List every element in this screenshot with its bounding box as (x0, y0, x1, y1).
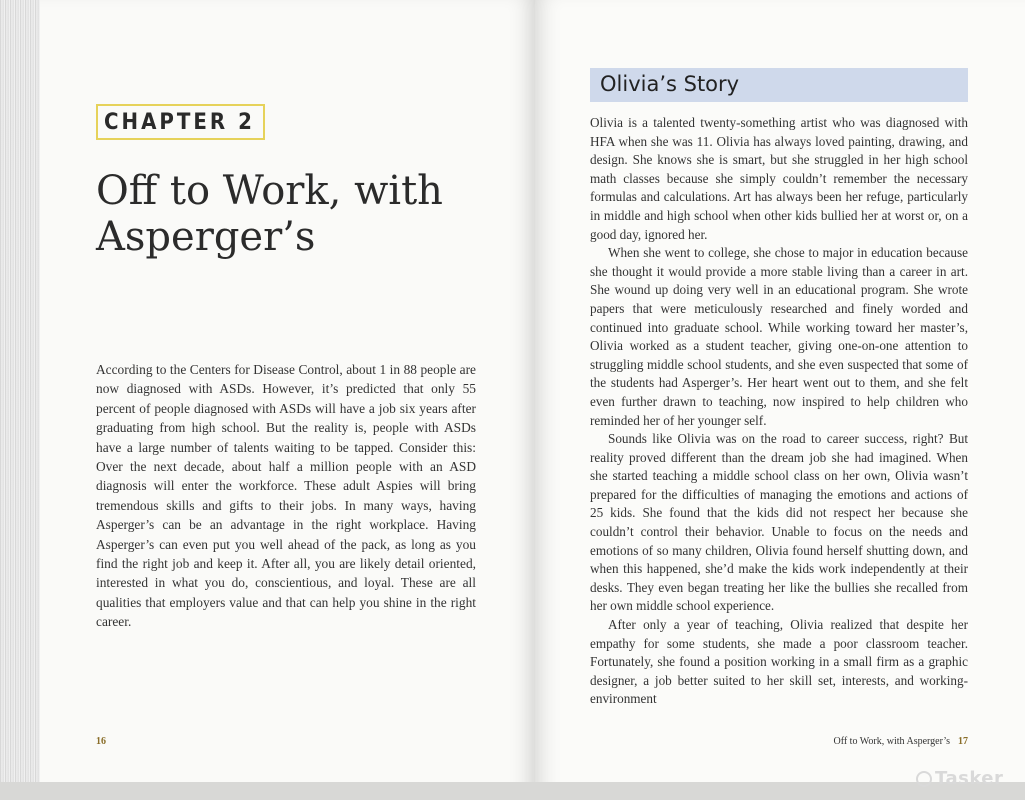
page-number-right: 17 (958, 736, 968, 747)
page-edges (0, 0, 40, 800)
scan-bottom-edge (0, 782, 1025, 800)
running-footer: Off to Work, with Asperger’s (833, 736, 950, 747)
chapter-label: CHAPTER 2 (96, 104, 265, 140)
chapter-title: Off to Work, with Asperger’s (96, 168, 443, 260)
section-heading-box (590, 68, 968, 102)
watermark (916, 768, 1003, 789)
tasker-logo-icon (916, 771, 932, 787)
section-title: Olivia’s Story (600, 72, 740, 96)
story-paragraph: Olivia is a talented twenty-something artist who was diagnosed with HFA when she was 11. Olivia has always loved painting, drawing, and design. She knows she is smart, but she struggled in her high school math classes because she simply couldn’t remember the necessary formulas and calculations. Art has always been her refuge, particularly in middle and high school when other kids bullied her at worst or, on a good day, ignored her. (590, 115, 968, 242)
footer-right (760, 736, 968, 747)
story-paragraph: After only a year of teaching, Olivia realized that despite her empathy for some students, she made a poor classroom teacher. Fortunately, she found a position working in a small firm as a graphic designer, a job better suited to her skill set, interests, and working-environment (590, 617, 968, 707)
story-paragraph: When she went to college, she chose to major in education because she thought it would provide a more stable living than a career in art. She wound up doing very well in an educational program. She wrote papers that were meticulously researched and finely worded and continued into graduate school. While working toward her master’s, Olivia worked as a student teacher, giving one-on-one attention to struggling middle school students, and she even suspected that some of the students had Asperger’s. Her heart went out to them, and she felt even further drawn to teaching, now inspired to help children who reminded her of her younger self. (590, 245, 968, 428)
intro-paragraph: According to the Centers for Disease Control, about 1 in 88 people are now diagnosed with ASDs. However, it’s predicted that only 55 percent of people diagnosed with ASDs will have a job six years after graduating from high school. But the reality is, people with ASDs have a large number of talents waiting to be tapped. Consider this: Over the next decade, about half a million people with an ASD diagnosis will enter the workforce. These adult Aspies will bring tremendous skills and gifts to their jobs. In many ways, having Asperger’s can be an advantage in the right workplace. Having Asperger’s can even put you well ahead of the pack, as long as you find the right job and keep it. After all, you are likely detail oriented, interested in what you do, conscientious, and loyal. These are all qualities that employers value and that can help you shine in the right career. (96, 362, 476, 630)
page-number-left: 16 (96, 736, 106, 747)
watermark-text: Tasker (935, 768, 1004, 789)
story-paragraph: Sounds like Olivia was on the road to career success, right? But reality proved different than the dream job she had imagined. When she started teaching a middle school class on her own, Olivia wasn’t prepared for the difficulties of managing the emotions and actions of 25 kids. She found that the kids did not respect her because she couldn’t control their behavior. Unable to focus on the needs and emotions of so many children, Olivia found herself shutting down, and when this happened, she’d make the kids work independently at their desks. They even began treating her like the bullies she recalled from her own middle school experience. (590, 431, 968, 614)
story-body (590, 114, 968, 709)
